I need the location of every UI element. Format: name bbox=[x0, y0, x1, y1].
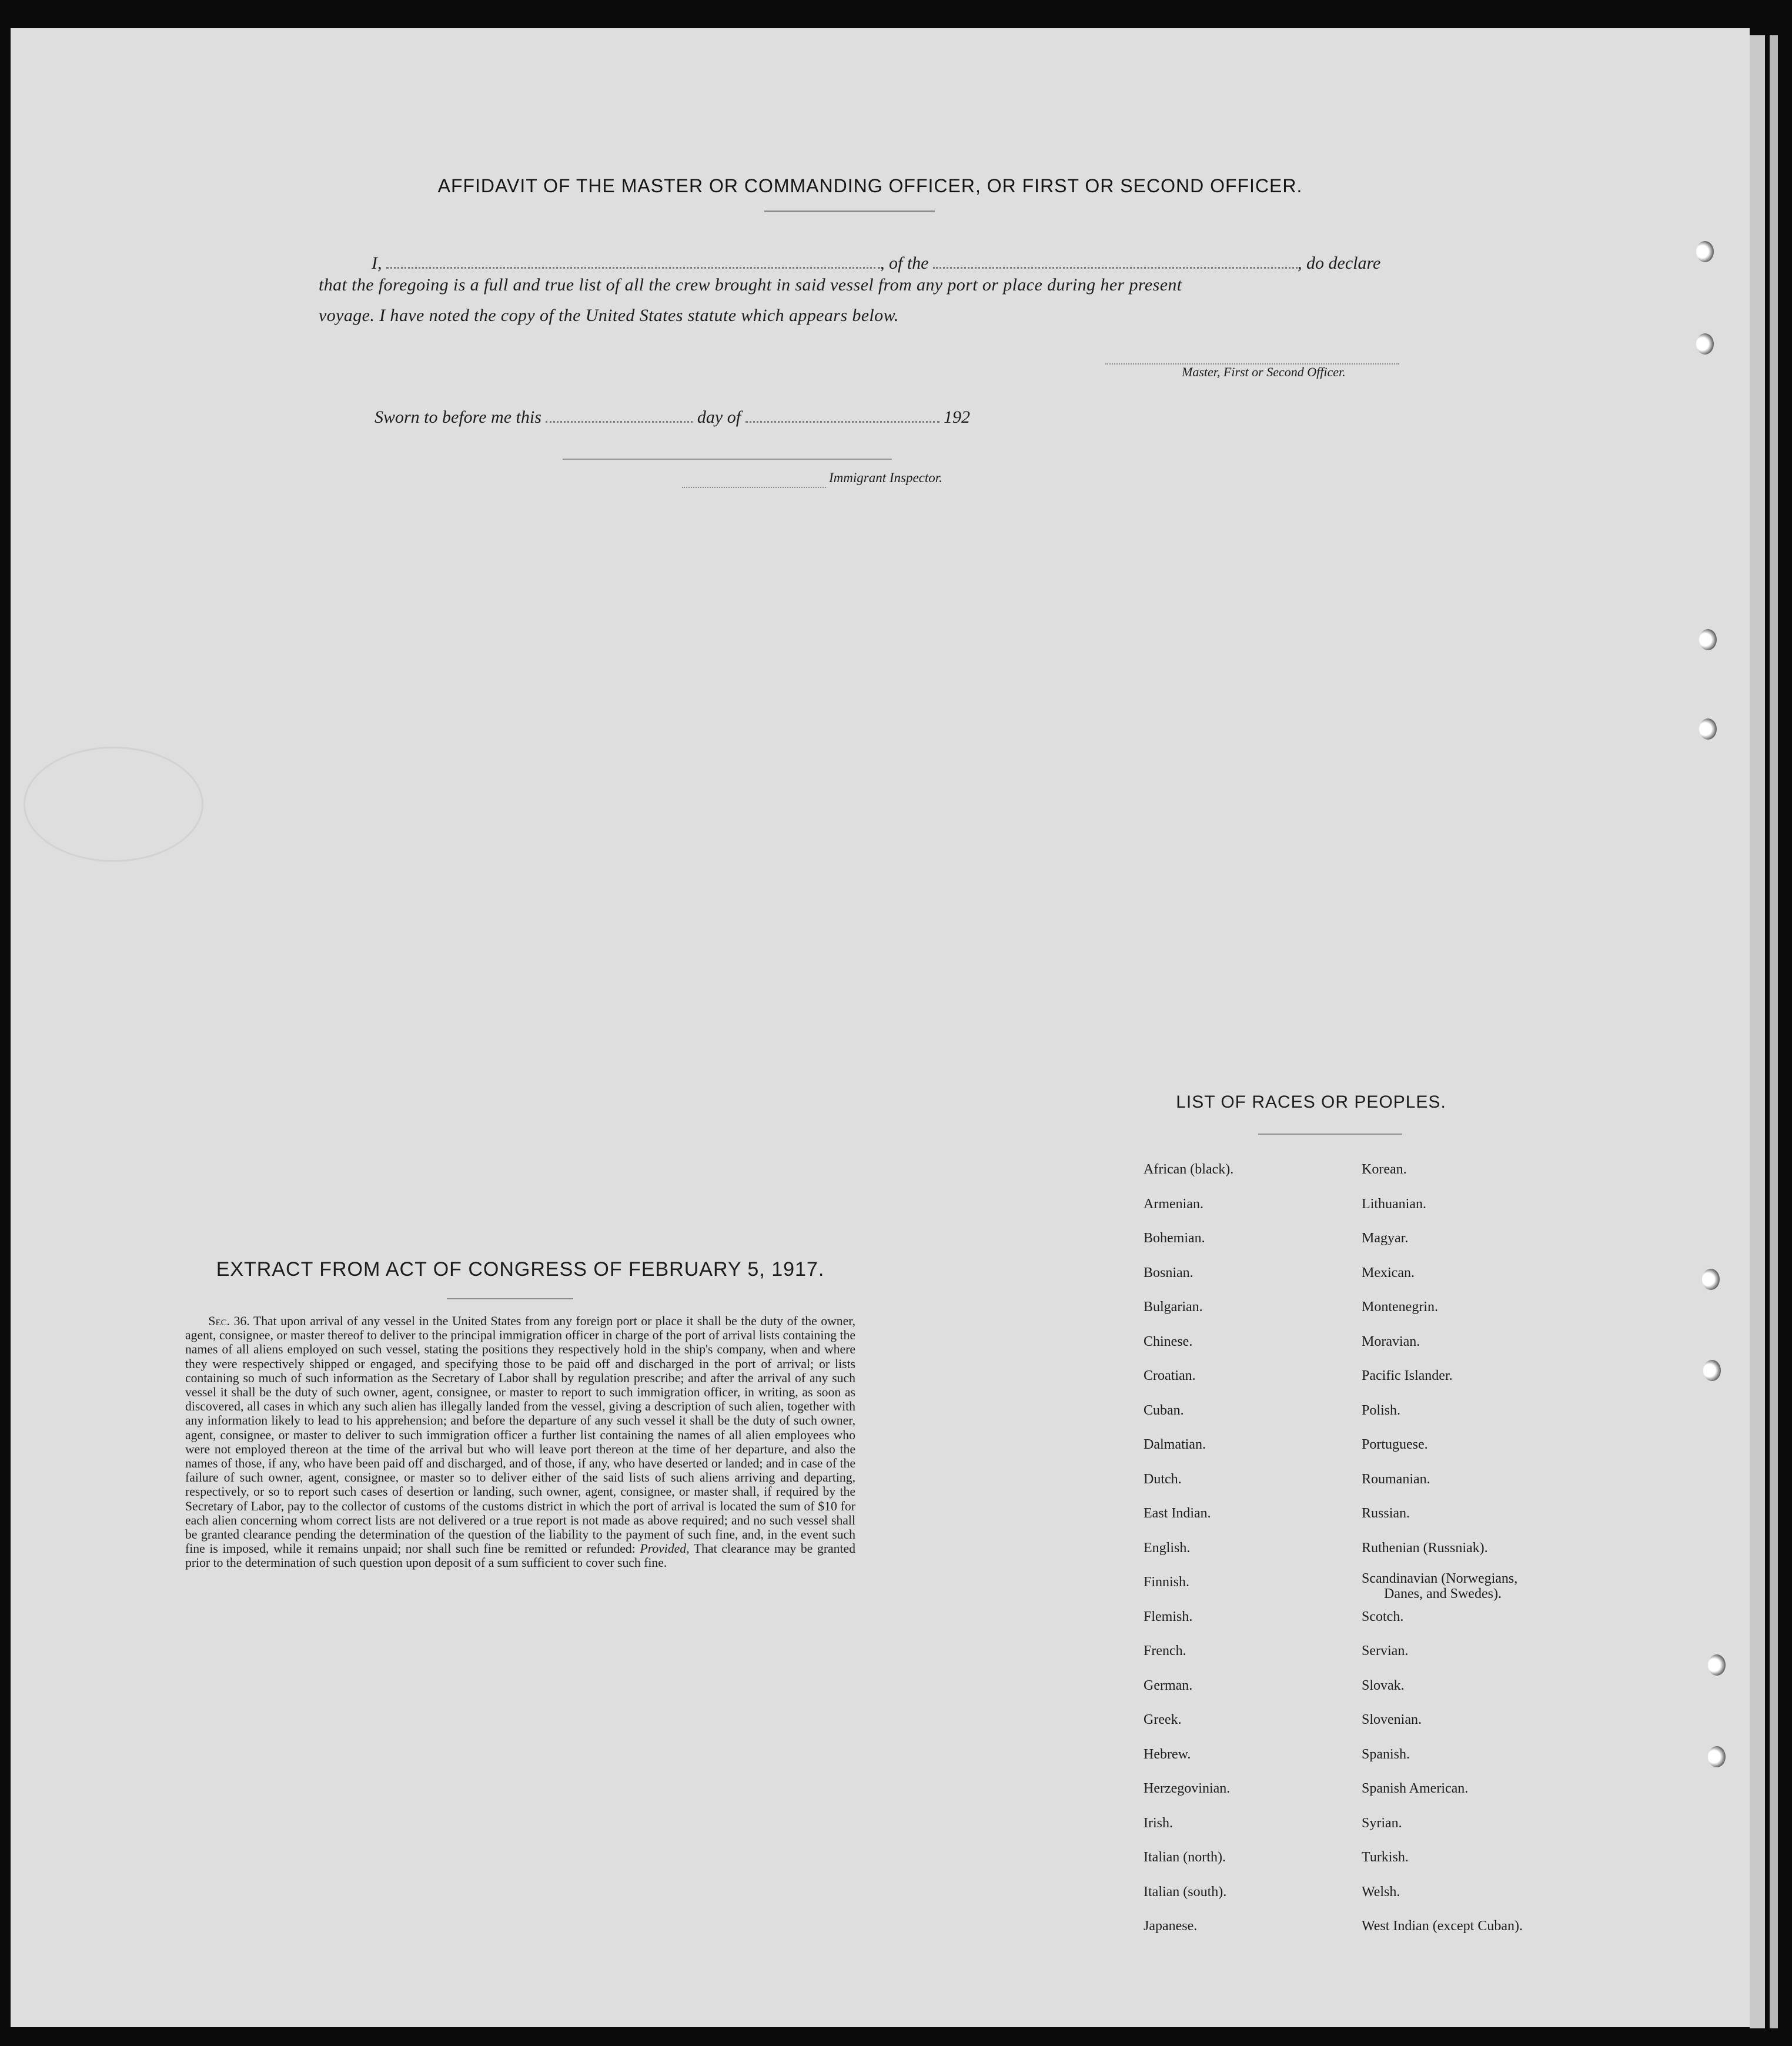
punch-hole bbox=[1703, 1360, 1721, 1381]
i-label: I, bbox=[372, 253, 382, 273]
race-item: Slovak. bbox=[1362, 1677, 1405, 1693]
extract-title: EXTRACT FROM ACT OF CONGRESS OF FEBRUARY 5, 1917. bbox=[216, 1258, 825, 1281]
race-item: African (black). bbox=[1144, 1162, 1234, 1177]
race-item: Herzegovinian. bbox=[1144, 1781, 1231, 1796]
faint-stamp bbox=[24, 747, 203, 862]
race-item: Spanish American. bbox=[1362, 1781, 1469, 1796]
section-label: Sec. 36. bbox=[208, 1314, 250, 1328]
race-item: French. bbox=[1144, 1643, 1186, 1659]
race-item: Italian (north). bbox=[1144, 1850, 1226, 1865]
race-item: Moravian. bbox=[1362, 1333, 1420, 1349]
punch-hole bbox=[1696, 241, 1714, 262]
race-item: Spanish. bbox=[1362, 1746, 1410, 1762]
race-item: Montenegrin. bbox=[1362, 1299, 1438, 1315]
race-item: Chinese. bbox=[1144, 1333, 1193, 1349]
race-item: Greek. bbox=[1144, 1712, 1182, 1727]
inspector-label: Immigrant Inspector. bbox=[829, 470, 942, 485]
race-item: Flemish. bbox=[1144, 1609, 1193, 1624]
of-the-label: , of the bbox=[880, 253, 929, 273]
race-item: Bohemian. bbox=[1144, 1231, 1205, 1246]
inspector-signature-line bbox=[563, 459, 892, 460]
punch-hole bbox=[1708, 1654, 1726, 1676]
races-title: LIST OF RACES OR PEOPLES. bbox=[1176, 1092, 1446, 1112]
year-label: 192 bbox=[944, 407, 971, 427]
race-item: German. bbox=[1144, 1677, 1193, 1693]
sworn-label: Sworn to before me this bbox=[375, 407, 541, 427]
race-item: Croatian. bbox=[1144, 1368, 1196, 1383]
punch-hole bbox=[1699, 629, 1717, 650]
race-item: Irish. bbox=[1144, 1815, 1173, 1831]
bleed-through-text bbox=[188, 126, 199, 158]
race-item: Servian. bbox=[1362, 1643, 1409, 1659]
officer-signature-label: Master, First or Second Officer. bbox=[1182, 365, 1346, 379]
race-item: Slovenian. bbox=[1362, 1712, 1422, 1727]
race-item: Magyar. bbox=[1362, 1231, 1409, 1246]
declarant-line bbox=[372, 247, 1380, 273]
title-underline bbox=[764, 210, 935, 212]
race-item: Pacific Islander. bbox=[1362, 1368, 1453, 1383]
race-item: English. bbox=[1144, 1540, 1191, 1556]
race-item: Hebrew. bbox=[1144, 1746, 1191, 1762]
punch-hole bbox=[1708, 1746, 1726, 1767]
page-edge bbox=[1750, 35, 1765, 2028]
race-item: Dutch. bbox=[1144, 1471, 1182, 1487]
provided-label: Provided, bbox=[640, 1542, 690, 1556]
race-item: Korean. bbox=[1362, 1162, 1407, 1177]
month-blank bbox=[745, 401, 940, 423]
race-item: Welsh. bbox=[1362, 1884, 1400, 1900]
race-item: Syrian. bbox=[1362, 1815, 1402, 1831]
race-item: Scotch. bbox=[1362, 1609, 1404, 1624]
race-item: Roumanian. bbox=[1362, 1471, 1430, 1487]
races-left-column bbox=[1144, 1152, 1233, 1944]
race-item-continuation: Danes, and Swedes). bbox=[1384, 1586, 1502, 1602]
extract-underline bbox=[447, 1298, 573, 1299]
race-item: Polish. bbox=[1362, 1402, 1401, 1418]
race-item: Armenian. bbox=[1144, 1196, 1203, 1212]
race-item: Turkish. bbox=[1362, 1850, 1409, 1865]
affidavit-body-line-2: voyage. I have noted the copy of the United States statute which appears below. bbox=[319, 306, 899, 325]
do-declare-label: , do declare bbox=[1298, 253, 1381, 273]
race-item: Cuban. bbox=[1144, 1402, 1184, 1418]
race-item: Bulgarian. bbox=[1144, 1299, 1203, 1315]
race-item: Italian (south). bbox=[1144, 1884, 1227, 1900]
extract-body bbox=[185, 1314, 855, 1570]
day-blank bbox=[546, 401, 693, 423]
races-underline bbox=[1258, 1134, 1402, 1135]
extract-text: That clearance may be granted prior to the determination of such question upon deposit of a sum sufficient to cover such fine. bbox=[185, 1542, 856, 1570]
punch-hole bbox=[1702, 1269, 1720, 1290]
race-item: Ruthenian (Russniak). bbox=[1362, 1540, 1488, 1556]
name-blank bbox=[386, 247, 880, 269]
race-item: Russian. bbox=[1362, 1506, 1410, 1521]
race-item: Portuguese. bbox=[1362, 1437, 1428, 1452]
race-item: Mexican. bbox=[1362, 1265, 1415, 1281]
race-item: Dalmatian. bbox=[1144, 1437, 1206, 1452]
inspector-dotted-line bbox=[682, 487, 826, 488]
vessel-blank bbox=[933, 247, 1298, 269]
page-edge bbox=[1770, 35, 1778, 2028]
affidavit-title: AFFIDAVIT OF THE MASTER OR COMMANDING OFFICER, OR FIRST OR SECOND OFFICER. bbox=[437, 175, 1303, 196]
race-item: Bosnian. bbox=[1144, 1265, 1193, 1281]
race-item: Scandinavian (Norwegians, bbox=[1362, 1571, 1518, 1586]
punch-hole bbox=[1696, 333, 1714, 355]
race-item: West Indian (except Cuban). bbox=[1362, 1918, 1523, 1934]
races-right-column bbox=[1362, 1152, 1523, 1944]
affidavit-body-line-1: that the foregoing is a full and true list of all the crew brought in said vessel from any port or place during her present bbox=[319, 275, 1182, 295]
extract-text: That upon arrival of any vessel in the United States from any foreign port or place it shall be the duty of the owner, agent, consignee, or master thereof to deliver to the principal immigration officer in charge of the port of arrival lists containing the names of all aliens employed on such vessel, stating the positions they respectively hold in the ship's company, when and where they were respectively shipped or engaged, and specifying those to be paid off and discharged in the port of arrival; or lists containing so much of such information as the Secretary of Labor shall by regulation prescribe; and after the arrival of any such vessel it shall be the duty of such owner, agent, consignee, or master to report to such immigration officer, in writing, as soon as discovered, all cases in which any such alien has illegally landed from the vessel, giving a description of such alien, together with any information likely to lead to his apprehension; and before the departure of any such vessel it shall be the duty of such owner, agent, consignee, or master to deliver to such immigration officer a further list containing the names of all alien employees who were not employed thereon at the time of the arrival but who will leave port thereon at the time of her departure, and also the names of those, if any, who have been paid off and discharged, and of those, if any, who have deserted or landed; and in case of the failure of such owner, agent, consignee, or master so to deliver either of the said lists of such aliens arriving and departing, respectively, or so to report such cases of desertion or landing, such owner, agent, consignee, or master shall, if required by the Secretary of Labor, pay to the collector of customs of the customs district in which the port of arrival is located the sum of $10 for each alien concerning whom correct lists are not delivered or a true report is not made as above required; and no such vessel shall be granted clearance pending the determination of the question of the liability to the payment of such fine, and, in the event such fine is imposed, while it remains unpaid; nor shall such fine be remitted or refunded: bbox=[185, 1314, 856, 1556]
day-of-label: day of bbox=[697, 407, 741, 427]
race-item-two-line bbox=[1362, 1565, 1523, 1600]
race-item: Finnish. bbox=[1144, 1574, 1190, 1590]
race-item: Japanese. bbox=[1144, 1918, 1198, 1934]
race-item: Lithuanian. bbox=[1362, 1196, 1426, 1212]
race-item: East Indian. bbox=[1144, 1506, 1211, 1521]
punch-hole bbox=[1699, 718, 1717, 740]
sworn-line bbox=[375, 401, 970, 427]
